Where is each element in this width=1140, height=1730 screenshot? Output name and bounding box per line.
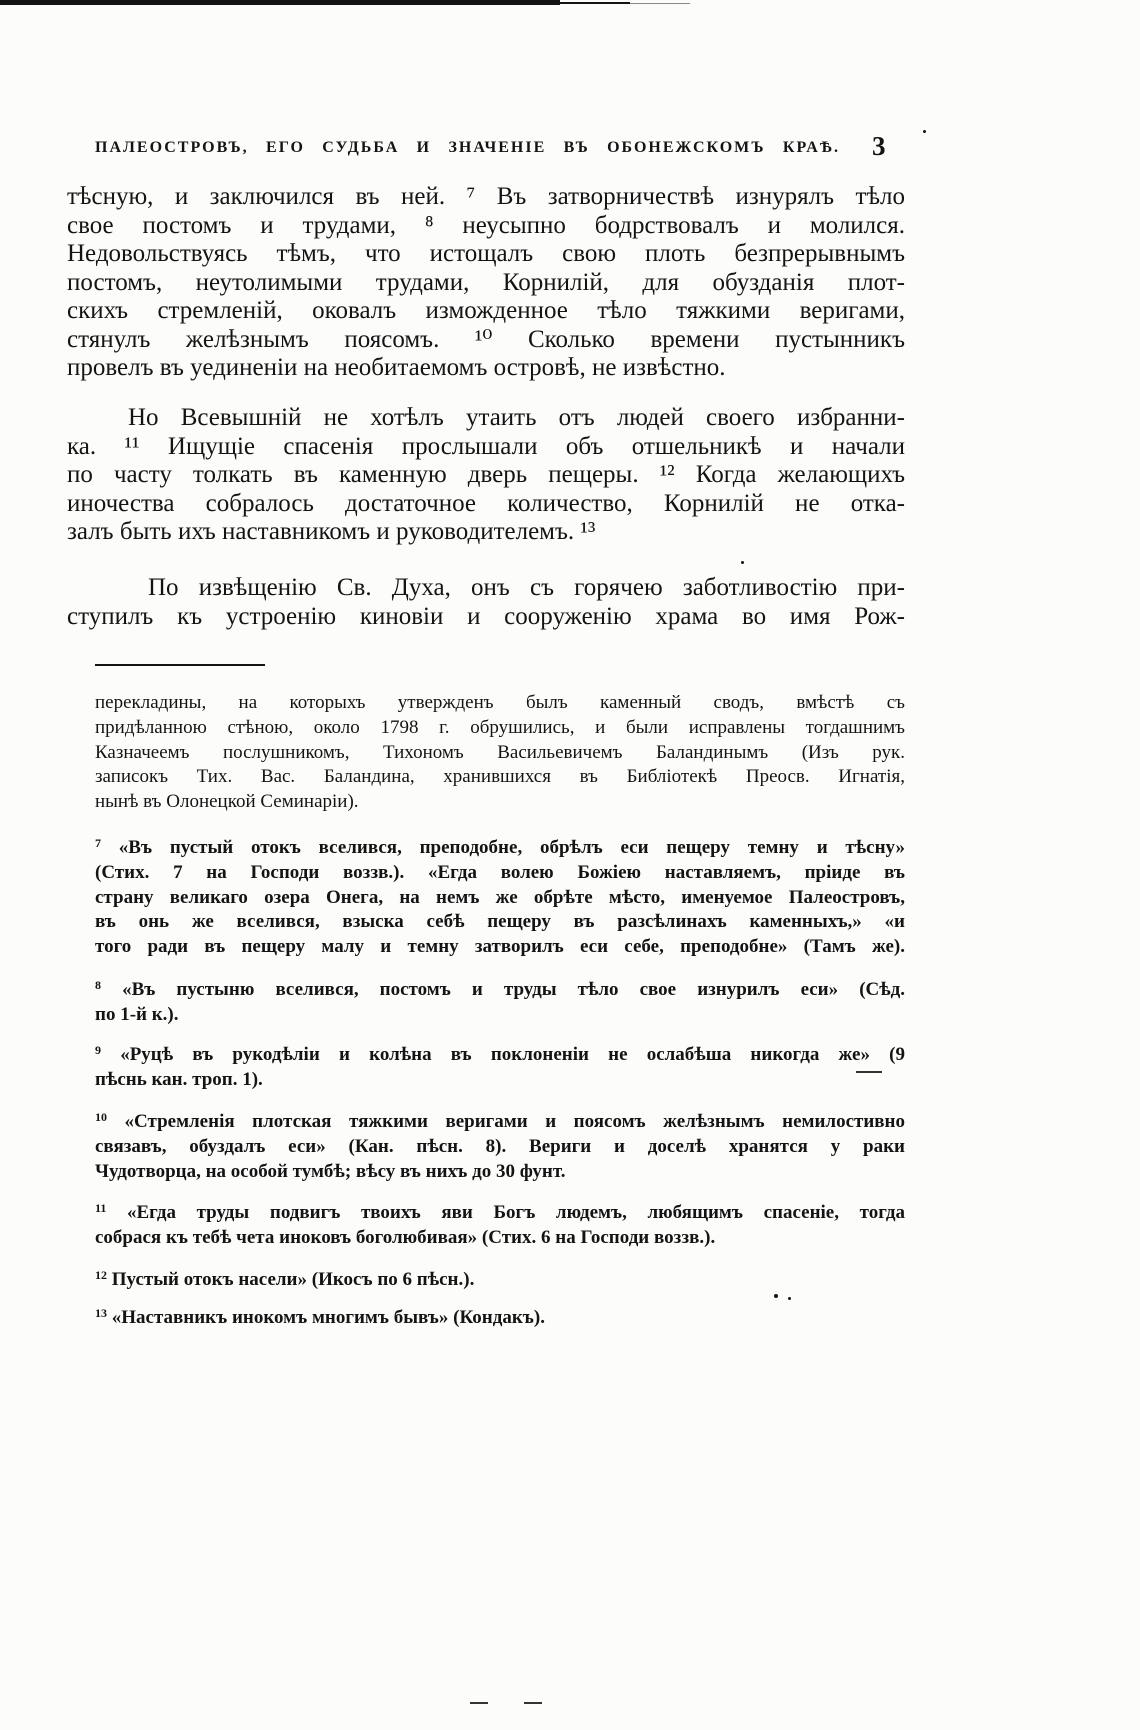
footnote-line: Чудотворца, на особой тумбѣ; вѣсу въ нихъ до 30 фунт. — [95, 1160, 566, 1182]
scan-edge-artifact — [560, 2, 630, 4]
footnote-text: «Егда труды подвигъ твоихъ яви Богъ людемъ, любящимъ спасеніе, тогда — [127, 1202, 906, 1223]
footnote-10 — [95, 1110, 905, 1184]
footnote-line — [95, 978, 905, 1003]
footnote-line — [95, 1306, 905, 1331]
body-line: стянулъ желѣзнымъ поясомъ. ¹⁰ Сколько времени пустынникъ — [67, 325, 905, 353]
footnote-line: того ради въ пещеру малу и темну затворилъ еси себе, преподобне» (Тамъ же). — [95, 936, 905, 958]
body-line: скихъ стремленій, оковалъ изможденное тѣло тяжкими веригами, — [67, 297, 905, 324]
body-line: тѣсную, и заключился въ ней. ⁷ Въ затворничествѣ изнурялъ тѣло — [67, 183, 905, 210]
footnote-marker: 9 — [95, 1043, 101, 1057]
footnote-marker: 12 — [95, 1268, 107, 1282]
footnote-line: связавъ, обуздалъ еси» (Кан. пѣсн. 8). Вериги и доселѣ хранятся у раки — [95, 1135, 905, 1157]
paragraph — [67, 183, 905, 383]
body-line: ка. ¹¹ Ищущіе спасенія прослышали объ отшельникѣ и начали — [67, 432, 905, 460]
body-line: Недовольствуясь тѣмъ, что истощалъ свою плоть безпрерывнымъ — [67, 240, 905, 267]
scan-noise-mark — [470, 1702, 488, 1704]
footnote-8 — [95, 978, 905, 1028]
body-line: Но Всевышній не хотѣлъ утаить отъ людей своего избранни- — [128, 404, 905, 431]
footnote-line — [95, 836, 905, 861]
footnote-line: пѣснь кан. троп. 1). — [95, 1068, 263, 1090]
footnote-marker: 7 — [95, 836, 101, 850]
body-line: провелъ въ уединеніи на необитаемомъ островѣ, не извѣстно. — [67, 354, 726, 381]
scan-edge-artifact — [0, 0, 560, 5]
footnote-continuation — [95, 691, 905, 815]
body-line: залъ быть ихъ наставникомъ и руководителемъ. ¹³ — [67, 518, 596, 545]
body-line: иночества собралось достаточное количество, Корнилій не отка- — [67, 489, 905, 517]
body-line: по часту толкать въ каменную дверь пещеры. ¹² Когда желающихъ — [67, 461, 905, 488]
scan-noise-mark — [788, 1297, 791, 1300]
running-title: ПАЛЕОСТРОВЪ, ЕГО СУДЬБА И ЗНАЧЕНІЕ ВЪ ОБОНЕЖСКОМЪ КРАѢ. — [95, 139, 840, 156]
footnote-marker: 13 — [95, 1306, 107, 1320]
body-line: постомъ, неутолимыми трудами, Корнилій, для обузданія плот- — [67, 268, 905, 296]
scan-noise-mark — [923, 130, 926, 133]
footnote-line: по 1-й к.). — [95, 1003, 179, 1025]
body-line: По извѣщенію Св. Духа, онъ съ горячею заботливостію при- — [148, 574, 905, 601]
footnote-text: «Наставникъ инокомъ многимъ бывъ» (Кондакъ). — [111, 1307, 545, 1328]
paragraph — [67, 404, 905, 547]
footnote-line: собрася къ тебѣ чета иноковъ боголюбивая» (Стих. 6 на Господи воззв.). — [95, 1226, 716, 1248]
page-number: 3 — [872, 131, 886, 161]
scan-noise-mark — [741, 561, 744, 564]
footnote-line: въ онь же вселився, взыска себѣ пещеру въ разсѣлинахъ каменныхъ,» «и — [95, 911, 905, 933]
footnote-line: перекладины, на которыхъ утвержденъ былъ каменный сводъ, вмѣстѣ съ — [95, 692, 905, 713]
footnote-11 — [95, 1201, 905, 1251]
paragraph — [67, 574, 905, 631]
body-line: свое постомъ и трудами, ⁸ неусыпно бодрствовалъ и молился. — [67, 211, 905, 239]
footnote-line: записокъ Тих. Вас. Баландина, хранившихся въ Библіотекѣ Преосв. Игнатія, — [95, 766, 905, 788]
footnote-text: «Въ пустый отокъ вселився, преподобне, обрѣлъ еси пещеру темну и тѣсну» — [118, 837, 906, 858]
footnote-text: «Въ пустыню вселився, постомъ и труды тѣло свое изнурилъ еси» (Сѣд. — [122, 979, 906, 1000]
scan-edge-artifact — [630, 3, 690, 4]
footnote-marker: 11 — [95, 1201, 107, 1215]
body-line: ступилъ къ устроенію киновіи и сооруженію храма во имя Рож- — [67, 602, 905, 630]
footnote-9 — [95, 1043, 905, 1093]
footnote-12 — [95, 1268, 905, 1293]
footnote-13 — [95, 1306, 905, 1331]
footnote-line: страну великаго озера Онега, на немъ же обрѣте мѣсто, именуемое Палеостровъ, — [95, 886, 905, 908]
footnote-line: Казначеемъ послушникомъ, Тихономъ Васильевичемъ Баландинымъ (Изъ рук. — [95, 741, 905, 763]
footnote-line — [95, 1201, 905, 1226]
footnote-line: придѣланною стѣною, около 1798 г. обрушились, и были исправлены тогдашнимъ — [95, 716, 905, 738]
footnote-text: «Руцѣ въ рукодѣліи и колѣна въ поклоненіи не ослабѣша никогда же» (9 — [120, 1044, 905, 1065]
scan-noise-mark — [774, 1294, 778, 1298]
footnote-line — [95, 1043, 905, 1068]
footnote-line: нынѣ въ Олонецкой Семинаріи). — [95, 791, 359, 813]
footnote-line: (Стих. 7 на Господи воззв.). «Егда волею Божіею наставляемъ, пріиде въ — [95, 861, 905, 883]
footnote-marker: 8 — [95, 978, 101, 992]
footnote-text: Пустый отокъ насели» (Икосъ по 6 пѣсн.). — [111, 1269, 475, 1290]
footnote-line — [95, 1110, 905, 1135]
scan-noise-mark — [524, 1702, 542, 1704]
footnote-separator-rule — [95, 664, 265, 666]
footnote-7 — [95, 836, 905, 960]
footnote-marker: 10 — [95, 1110, 107, 1124]
footnote-text: «Стремленія плотская тяжкими веригами и поясомъ желѣзнымъ немилостивно — [124, 1111, 906, 1132]
footnote-line — [95, 1268, 905, 1293]
